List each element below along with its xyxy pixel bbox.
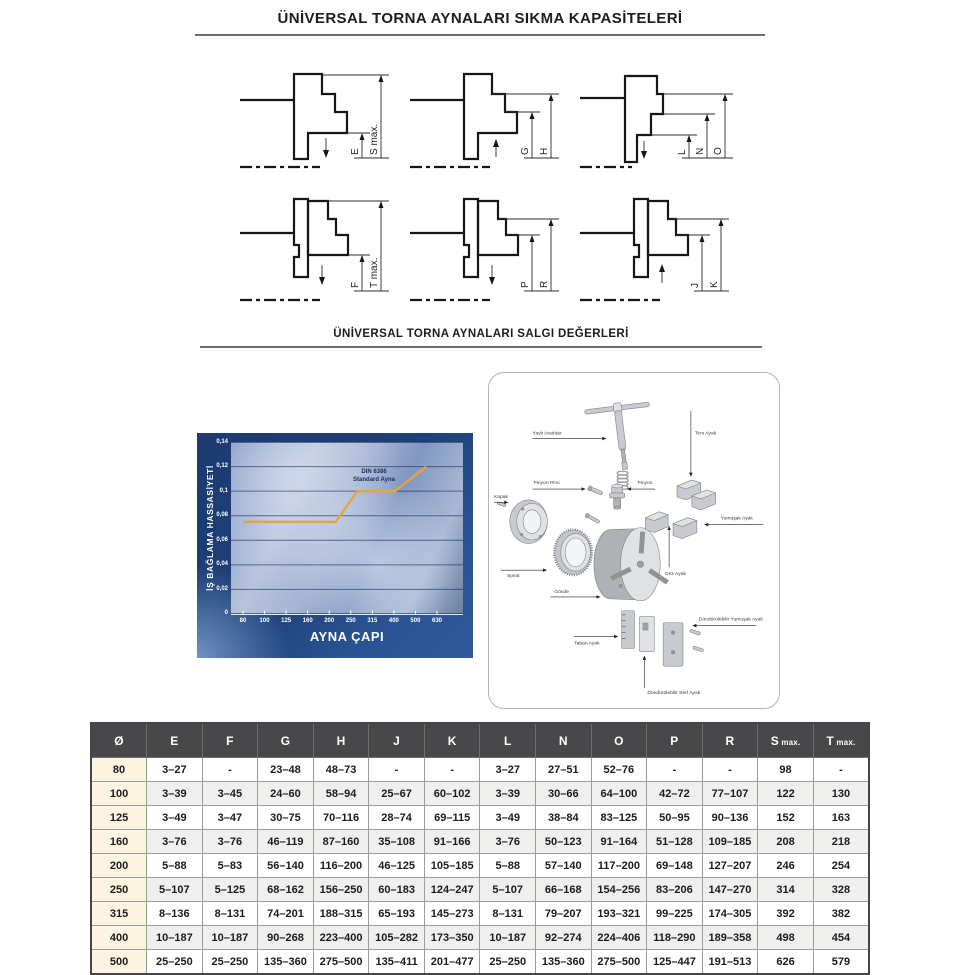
table-cell: 28–74 xyxy=(369,806,425,830)
x-tick-label: 500 xyxy=(410,618,421,624)
table-cell: 98 xyxy=(758,758,814,782)
jaw-profile xyxy=(294,74,347,159)
table-cell: 5–107 xyxy=(480,878,536,902)
table-cell-diameter: 160 xyxy=(91,830,147,854)
table-cell: 145–273 xyxy=(424,902,480,926)
table-cell: 51–128 xyxy=(647,830,703,854)
base-jaw-profile xyxy=(464,199,478,277)
dim-label: E xyxy=(350,148,361,155)
table-cell: 218 xyxy=(813,830,869,854)
dim-arrow-smax xyxy=(379,75,384,82)
dim-arrow-o xyxy=(723,94,728,101)
table-cell: 92–274 xyxy=(536,926,592,950)
table-cell: 3–39 xyxy=(480,782,536,806)
table-header-cell: O xyxy=(591,723,647,758)
table-cell: 25–250 xyxy=(147,950,203,975)
capacity-table xyxy=(90,722,870,975)
table-cell: 275–500 xyxy=(591,950,647,975)
dim-arrow-r xyxy=(549,219,554,226)
table-cell: 188–315 xyxy=(313,902,369,926)
y-tick-label: 0,04 xyxy=(216,561,228,568)
x-tick-label: 200 xyxy=(324,618,335,624)
table-cell: 328 xyxy=(813,878,869,902)
part-label-soft-jaw: Yumuşak Ayak xyxy=(720,516,753,522)
table-cell: 91–164 xyxy=(591,830,647,854)
table-cell: 498 xyxy=(758,926,814,950)
table-cell: 3–76 xyxy=(480,830,536,854)
clamp-direction-arrow-down xyxy=(641,141,647,159)
table-cell: 5–83 xyxy=(202,854,258,878)
table-cell-diameter: 400 xyxy=(91,926,147,950)
dim-arrow-h xyxy=(549,94,554,101)
capacity-diagram-j-k xyxy=(572,187,742,320)
x-tick-label: 250 xyxy=(345,618,356,624)
table-row xyxy=(91,902,869,926)
table-cell: 50–123 xyxy=(536,830,592,854)
table-cell: 105–185 xyxy=(424,854,480,878)
chart-y-axis-label: İŞ BAĞLAMA HASSASİYETİ xyxy=(205,465,215,591)
dim-label: S max. xyxy=(369,123,380,155)
table-cell: 135–360 xyxy=(536,950,592,975)
page-title-runout: ÜNİVERSAL TORNA AYNALARI SALGI DEĞERLERİ xyxy=(200,328,762,348)
dim-label: G xyxy=(520,147,531,155)
dim-label: O xyxy=(713,147,724,155)
table-header-cell: P xyxy=(647,723,703,758)
clamp-direction-arrow-down xyxy=(323,138,329,158)
table-row xyxy=(91,926,869,950)
table-cell: - xyxy=(202,758,258,782)
x-tick-label: 400 xyxy=(388,618,399,624)
table-cell: 314 xyxy=(758,878,814,902)
top-jaw-profile xyxy=(478,201,518,255)
chart-x-axis-label: AYNA ÇAPI xyxy=(309,629,385,644)
table-header-cell: F xyxy=(202,723,258,758)
x-tick-label: 630 xyxy=(431,618,443,624)
table-cell: 5–88 xyxy=(480,854,536,878)
clamp-direction-arrow-down xyxy=(319,265,325,285)
annotation-line1: DIN 6386 xyxy=(361,469,387,475)
y-tick-label: 0,12 xyxy=(216,463,228,470)
x-tick-label: 160 xyxy=(302,618,313,624)
table-cell: 275–500 xyxy=(313,950,369,975)
table-cell: 156–250 xyxy=(313,878,369,902)
capacity-diagrams-grid xyxy=(232,54,742,320)
table-cell: 60–102 xyxy=(424,782,480,806)
table-cell: 254 xyxy=(813,854,869,878)
dim-label: P xyxy=(520,281,531,288)
part-label-spiral: Spiral xyxy=(506,574,520,580)
table-cell: 154–256 xyxy=(591,878,647,902)
table-cell: 125–447 xyxy=(647,950,703,975)
table-cell: 5–107 xyxy=(147,878,203,902)
capacity-diagram-p-r xyxy=(402,187,572,320)
table-cell: - xyxy=(369,758,425,782)
capacity-diagram-f-tmax xyxy=(232,187,402,320)
table-row xyxy=(91,830,869,854)
table-cell: 77–107 xyxy=(702,782,758,806)
table-cell: 10–187 xyxy=(202,926,258,950)
table-cell: 8–136 xyxy=(147,902,203,926)
table-cell-diameter: 80 xyxy=(91,758,147,782)
pinion xyxy=(610,484,625,509)
table-cell: 90–136 xyxy=(702,806,758,830)
soft-jaws xyxy=(645,512,696,539)
table-cell: 118–290 xyxy=(647,926,703,950)
table-row xyxy=(91,782,869,806)
dim-arrow-j xyxy=(700,235,705,242)
dim-label: N xyxy=(695,147,706,155)
dim-label: L xyxy=(677,149,688,155)
table-cell: 127–207 xyxy=(702,854,758,878)
table-header-row xyxy=(91,723,869,758)
table-cell: 163 xyxy=(813,806,869,830)
chart-canvas xyxy=(231,442,463,614)
table-cell: 5–88 xyxy=(147,854,203,878)
top-jaw-profile xyxy=(308,201,348,255)
table-header-cell: K xyxy=(424,723,480,758)
dim-label: R xyxy=(539,280,550,288)
table-header-cell: S max. xyxy=(758,723,814,758)
part-label-cover: Kapak xyxy=(493,494,508,500)
x-tick-label: 80 xyxy=(239,618,247,624)
table-cell: 24–60 xyxy=(258,782,314,806)
runout-chart xyxy=(197,433,473,658)
table-cell: 3–49 xyxy=(480,806,536,830)
table-header-cell: Ø xyxy=(91,723,147,758)
table-cell: 10–187 xyxy=(147,926,203,950)
table-cell: 124–247 xyxy=(424,878,480,902)
table-cell: 27–51 xyxy=(536,758,592,782)
table-cell: 454 xyxy=(813,926,869,950)
table-cell: 135–411 xyxy=(369,950,425,975)
table-cell: 57–140 xyxy=(536,854,592,878)
table-cell: 79–207 xyxy=(536,902,592,926)
dim-label: T max. xyxy=(369,257,380,288)
table-cell: - xyxy=(424,758,480,782)
table-cell: 3–45 xyxy=(202,782,258,806)
table-cell: 3–27 xyxy=(147,758,203,782)
table-cell: 3–39 xyxy=(147,782,203,806)
table-cell: 99–225 xyxy=(647,902,703,926)
jaw-profile xyxy=(464,74,517,159)
table-row xyxy=(91,758,869,782)
table-cell: - xyxy=(647,758,703,782)
x-tick-label: 315 xyxy=(367,618,378,624)
y-tick-label: 0,08 xyxy=(216,512,228,519)
table-cell: 8–131 xyxy=(202,902,258,926)
table-cell-diameter: 100 xyxy=(91,782,147,806)
dim-arrow-tmax xyxy=(379,201,384,208)
table-cell: 46–125 xyxy=(369,854,425,878)
table-cell: 30–66 xyxy=(536,782,592,806)
clamp-direction-arrow-up xyxy=(493,139,499,157)
pinion-pin xyxy=(588,486,604,496)
table-cell: 191–513 xyxy=(702,950,758,975)
table-cell: 23–48 xyxy=(258,758,314,782)
table-cell: 3–76 xyxy=(202,830,258,854)
table-header-cell: L xyxy=(480,723,536,758)
table-cell: 201–477 xyxy=(424,950,480,975)
table-cell: 60–183 xyxy=(369,878,425,902)
table-cell: 5–125 xyxy=(202,878,258,902)
table-cell: 117–200 xyxy=(591,854,647,878)
annotation-line2: Standard Ayna xyxy=(353,477,395,483)
table-cell: 87–160 xyxy=(313,830,369,854)
capacity-table-wrap xyxy=(90,722,870,975)
clamp-direction-arrow-down xyxy=(489,265,495,285)
table-cell: 3–27 xyxy=(480,758,536,782)
chuck-body xyxy=(594,528,669,601)
table-cell: 3–49 xyxy=(147,806,203,830)
exploded-view-drawing xyxy=(489,373,776,705)
table-header-cell: N xyxy=(536,723,592,758)
dim-label: F xyxy=(350,281,361,288)
dim-label: K xyxy=(709,281,720,288)
jaw-screws xyxy=(690,629,704,652)
part-label-reversible-soft-jaw: Döndürülebilir Yumuşak Ayak xyxy=(698,617,763,623)
table-cell: 224–406 xyxy=(591,926,647,950)
spiral-ring xyxy=(554,530,592,576)
series-line xyxy=(243,467,426,522)
table-cell: 46–119 xyxy=(258,830,314,854)
y-tick-label: 0,06 xyxy=(216,536,228,543)
top-jaw-profile xyxy=(648,201,688,255)
table-cell: 152 xyxy=(758,806,814,830)
x-tick-label: 125 xyxy=(281,618,292,624)
reverse-jaws xyxy=(677,480,716,510)
table-cell: 122 xyxy=(758,782,814,806)
table-header-cell: T max. xyxy=(813,723,869,758)
table-cell: 65–193 xyxy=(369,902,425,926)
table-cell: 223–400 xyxy=(313,926,369,950)
table-cell: 173–350 xyxy=(424,926,480,950)
table-cell: 130 xyxy=(813,782,869,806)
table-cell-diameter: 315 xyxy=(91,902,147,926)
table-cell: - xyxy=(813,758,869,782)
chart-plot-area xyxy=(231,442,463,615)
base-jaw-profile xyxy=(634,199,648,277)
table-cell: 68–162 xyxy=(258,878,314,902)
dim-arrow-k xyxy=(719,219,724,226)
table-cell: 83–125 xyxy=(591,806,647,830)
page-title-capacities: ÜNİVERSAL TORNA AYNALARI SIKMA KAPASİTELERİ xyxy=(195,10,765,36)
part-label-pinion-pin: Pinyon Pimi xyxy=(533,481,560,487)
table-cell: 10–187 xyxy=(480,926,536,950)
table-cell: 189–358 xyxy=(702,926,758,950)
table-cell: 3–47 xyxy=(202,806,258,830)
table-header-cell: R xyxy=(702,723,758,758)
chuck-key xyxy=(584,399,657,473)
table-cell-diameter: 125 xyxy=(91,806,147,830)
table-cell: 174–305 xyxy=(702,902,758,926)
table-cell: 8–131 xyxy=(480,902,536,926)
table-cell: 30–75 xyxy=(258,806,314,830)
table-cell: 109–185 xyxy=(702,830,758,854)
table-cell: 626 xyxy=(758,950,814,975)
part-label-pinion: Pinyon xyxy=(637,481,653,487)
table-cell: 147–270 xyxy=(702,878,758,902)
body-screw xyxy=(585,513,600,524)
table-cell: 25–67 xyxy=(369,782,425,806)
y-tick-label: 0,1 xyxy=(219,487,228,494)
dim-arrow-f xyxy=(360,255,365,262)
table-cell: 579 xyxy=(813,950,869,975)
exploded-view-panel xyxy=(488,372,780,709)
table-cell: 90–268 xyxy=(258,926,314,950)
table-header-cell: H xyxy=(313,723,369,758)
table-cell: 193–321 xyxy=(591,902,647,926)
table-header-cell: G xyxy=(258,723,314,758)
capacity-diagram-l-n-o xyxy=(572,54,742,187)
table-cell: 66–168 xyxy=(536,878,592,902)
capacity-diagram-e-smax xyxy=(232,54,402,187)
table-cell: 382 xyxy=(813,902,869,926)
table-cell: 246 xyxy=(758,854,814,878)
table-cell: 208 xyxy=(758,830,814,854)
table-header-cell: J xyxy=(369,723,425,758)
capacity-diagram-g-h xyxy=(402,54,572,187)
table-row xyxy=(91,806,869,830)
table-cell: 83–206 xyxy=(647,878,703,902)
part-label-reversible-hard-jaw: Döndürülebilir Sert Ayak xyxy=(647,690,701,696)
table-cell: 35–108 xyxy=(369,830,425,854)
table-cell: 74–201 xyxy=(258,902,314,926)
table-row xyxy=(91,950,869,975)
cover-ring xyxy=(510,500,548,544)
part-label-flat-jaw: Düz Ayak xyxy=(665,572,686,578)
part-label-chuck-key: Yaylı Anahtar xyxy=(532,431,562,437)
table-cell: 392 xyxy=(758,902,814,926)
table-cell: 116–200 xyxy=(313,854,369,878)
y-tick-label: 0,02 xyxy=(216,585,228,592)
table-cell-diameter: 200 xyxy=(91,854,147,878)
table-row xyxy=(91,854,869,878)
dim-arrow-l xyxy=(687,135,692,142)
part-label-base-jaw: Taban Ayak xyxy=(574,641,600,647)
table-cell: 64–100 xyxy=(591,782,647,806)
table-cell: 69–115 xyxy=(424,806,480,830)
dim-label: J xyxy=(690,283,701,288)
dim-arrow-n xyxy=(705,114,710,121)
table-header-cell: E xyxy=(147,723,203,758)
table-cell: 56–140 xyxy=(258,854,314,878)
x-tick-label: 100 xyxy=(259,618,270,624)
dim-arrow-p xyxy=(530,235,535,242)
part-label-reverse-jaw: Ters Ayak xyxy=(694,431,717,437)
table-cell: 25–250 xyxy=(202,950,258,975)
table-cell: 42–72 xyxy=(647,782,703,806)
y-tick-label: 0,14 xyxy=(216,439,228,445)
table-cell: 50–95 xyxy=(647,806,703,830)
table-cell-diameter: 250 xyxy=(91,878,147,902)
table-cell: 69–148 xyxy=(647,854,703,878)
table-cell: 25–250 xyxy=(480,950,536,975)
table-row xyxy=(91,878,869,902)
clamp-direction-arrow-up xyxy=(659,264,665,283)
table-cell: 38–84 xyxy=(536,806,592,830)
table-cell: 3–76 xyxy=(147,830,203,854)
table-cell: 48–73 xyxy=(313,758,369,782)
dim-label: H xyxy=(539,147,550,155)
y-tick-label: 0 xyxy=(224,610,228,616)
table-cell: 70–116 xyxy=(313,806,369,830)
dim-arrow-g xyxy=(530,112,535,119)
dim-arrow-e xyxy=(360,133,365,140)
base-jaws xyxy=(622,611,683,666)
part-label-body: Gövde xyxy=(554,589,569,595)
table-cell-diameter: 500 xyxy=(91,950,147,975)
base-jaw-profile xyxy=(294,199,308,277)
table-cell: 58–94 xyxy=(313,782,369,806)
table-cell: - xyxy=(702,758,758,782)
table-cell: 135–360 xyxy=(258,950,314,975)
table-cell: 52–76 xyxy=(591,758,647,782)
table-cell: 105–282 xyxy=(369,926,425,950)
table-cell: 91–166 xyxy=(424,830,480,854)
